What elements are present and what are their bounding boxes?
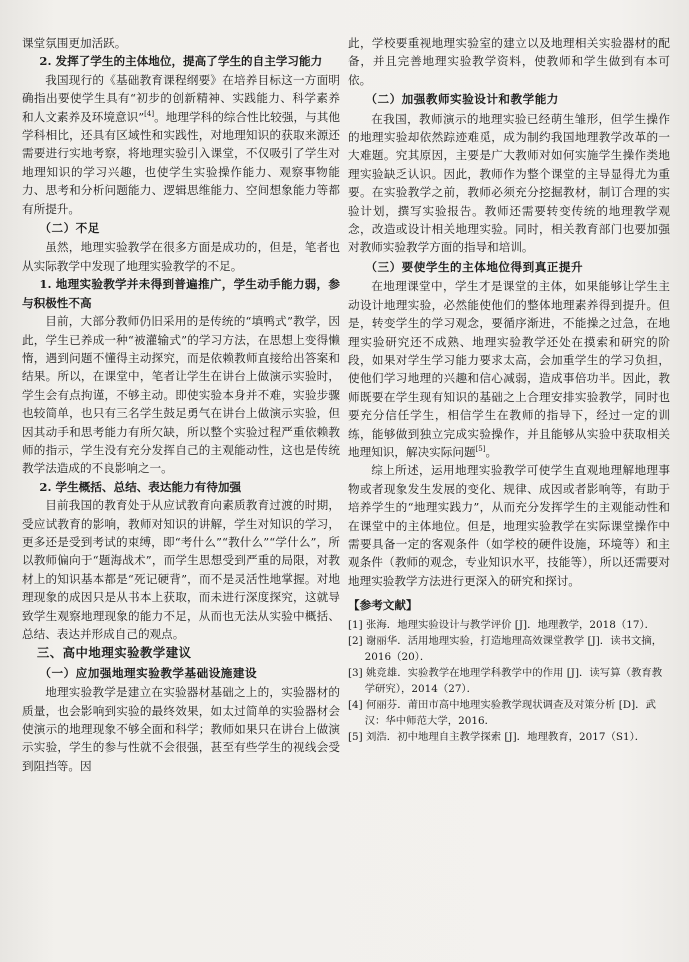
text: 在地理课堂中，学生才是课堂的主体，如果能够让学生主动设计地理实验，必然能使他们的整体地理素养得到提升。但是，转变学生的学习观念，要循序渐进，不能操之过急，在地理实验研究还不成熟、地理实验教学还处在摸索和研究的阶段，如果对学生学习能力要求太高，会加重学生的学习负担，使他们学习地理的兴趣和信心减弱，造成事倍功半。因此，教师既要在学生现有知识的基础之上合理安排实验教学，同时也要充分信任学生，相信学生在教师的指导下，经过一定的训练，能够做到独立完成实验操作，并且能够从实验中获取相关地理知识，解决实际问题 <box>348 279 670 459</box>
text: 综上所述，运用地理实验教学可使学生直观地理解地理事物或者现象发生发展的变化、规律、成因或者影响等，有助于培养学生的“地理实践力”，从而充分发挥学生的主观能动性和在课堂中的主体地位。但是，地理实验教学在实际课堂操作中需要具备一定的客观条件（如学校的硬件设施，环境等）和主观条件（教师的观念，专业知识水平，技能等），所以还需要对地理实验教学方法进行更深入的研究和探讨。 <box>348 463 670 588</box>
text: 地理实验教学是建立在实验器材基础之上的，实验器材的质量，也会影响到实验的最终效果，如太过简单的实验器材会使演示的地理现象不够全面和科学；教师如果只在讲台上做演示实验，学生的参与性就不会很强，甚至有些学生的视线会受到阻挡等。因 <box>22 685 340 773</box>
body-paragraph <box>22 71 340 218</box>
text: 【参考文献】 <box>348 598 418 613</box>
text: 我国现行的《基础教育课程纲要》在培养目标这一方面明确指出要使学生具有“初步的创新精神、实践能力、科学素养和人文素养及环境意识” <box>22 72 340 124</box>
section-subheading <box>22 664 340 682</box>
numbered-subheading <box>22 478 340 496</box>
text: 2. 学生概括、总结、表达能力有待加强 <box>39 479 242 494</box>
text: （二）不足 <box>39 221 100 236</box>
right-column <box>348 34 670 942</box>
text: [3] 姚竞雄．实验教学在地理学科教学中的作用 [J]．读写算（教育教学研究），2014（27）． <box>348 666 663 695</box>
text: 目前我国的教育处于从应试教育向素质教育过渡的时期，受应试教育的影响，教师对知识的讲解，学生对知识的学习，更多还是受到考试的束缚，即“考什么”“教什么”“学什么”，所以教师偏向于“题海战术”，而学生思想受到严重的局限，对教材上的知识基本都是“死记硬背”，而不是灵活性地掌握。对地理现象的成因只是从书本上获取，而未进行深度探究，这就导致学生观察地理现象的能力不足，从而也无法从实验中概括、总结、表达并形成自己的观点。 <box>22 498 340 641</box>
reference-item <box>348 617 670 633</box>
reference-item <box>348 697 670 729</box>
text: 此，学校要重视地理实验室的建立以及地理相关实验器材的配备，并且完善地理实验教学资料，使教师和学生做到有本可依。 <box>348 36 670 87</box>
section-subheading <box>348 90 670 108</box>
citation-marker: [5] <box>475 445 486 454</box>
text: [2] 谢丽华．活用地理实验，打造地理高效课堂教学 [J]．读书文摘，2016（20）． <box>348 634 663 663</box>
body-paragraph <box>348 34 670 89</box>
text: 目前，大部分教师仍旧采用的是传统的“填鸭式”教学，因此，学生已养成一种“被灌输式”的学习方法，在思想上变得懒惰，遇到问题不懂得主动探究，而是依赖教师直接给出答案和结果。所以，在课堂中，笔者让学生在讲台上做演示实验时，学生会有点拘谨，不够主动。即使实验本身并不难，实验步骤也较简单，也只有三名学生鼓足勇气在讲台上做演示实验，但因其动手和思考能力有所欠缺，所以整个实验过程严重依赖教师的指示，学生没有充分发挥自己的主观能动性，这也是传统教学法造成的不良影响之一。 <box>22 314 340 476</box>
body-paragraph <box>22 312 340 478</box>
text: 。 <box>485 444 498 459</box>
body-paragraph <box>348 277 670 461</box>
numbered-subheading <box>22 52 340 70</box>
left-column <box>22 34 340 942</box>
body-paragraph <box>22 683 340 775</box>
text: 。地理学科的综合性比较强，与其他学科相比，还具有区域性和实践性，对地理知识的获取来源还需要进行实地考察，将地理实验引入课堂，不仅吸引了学生对地理知识的学习兴趣，也使学生实验操作能力、观察事物能力、思考和分析问题能力、逻辑思维能力、空间想象能力等都有所提升。 <box>22 109 340 216</box>
text: 三、高中地理实验教学建议 <box>36 645 192 661</box>
references-heading <box>348 596 670 614</box>
text: （二）加强教师实验设计和教学能力 <box>365 92 559 107</box>
reference-item <box>348 665 670 697</box>
body-paragraph <box>348 110 670 257</box>
body-paragraph <box>22 496 340 643</box>
text: [5] 刘浩．初中地理自主教学探索 [J]．地理教育，2017（S1）． <box>348 730 646 743</box>
body-paragraph <box>22 34 340 52</box>
text: （一）应加强地理实验教学基础设施建设 <box>39 665 258 680</box>
reference-item <box>348 729 670 745</box>
text: （三）要使学生的主体地位得到真正提升 <box>365 259 584 274</box>
text: [1] 张海．地理实验设计与教学评价 [J]．地理教学，2018（17）． <box>348 618 656 631</box>
text: 在我国，教师演示的地理实验已经萌生雏形，但学生操作的地理实验却依然踪迹难觅，成为制约我国地理教学改革的一大难题。究其原因，主要是广大教师对如何实施学生操作类地理实验缺乏认识。因此，教师作为整个课堂的主导显得尤为重要。在实验教学之前，教师必须充分挖掘教材，制订合理的实验计划，撰写实验报告。教师还需要转变传统的地理教学观念，改造或设计相关地理实验。同时，相关教育部门也要加强对教师实验教学方面的指导和培训。 <box>348 111 670 255</box>
text: 虽然，地理实验教学在很多方面是成功的，但是，笔者也从实际教学中发现了地理实验教学的不足。 <box>22 240 340 273</box>
reference-item <box>348 633 670 665</box>
text: [4] 何丽芬．莆田市高中地理实验教学现状调查及对策分析 [D]．武汉：华中师范大学，2016． <box>348 698 656 727</box>
numbered-subheading <box>22 275 340 312</box>
section-subheading <box>22 219 340 237</box>
citation-marker: [4] <box>144 109 155 118</box>
section-heading <box>22 644 340 662</box>
text: 1. 地理实验教学并未得到普遍推广，学生动手能力弱，参与积极性不高 <box>22 277 340 310</box>
text: 2. 发挥了学生的主体地位，提高了学生的自主学习能力 <box>39 54 323 69</box>
section-subheading <box>348 258 670 276</box>
text: 课堂氛围更加活跃。 <box>22 36 127 50</box>
body-paragraph <box>22 238 340 275</box>
body-paragraph <box>348 461 670 590</box>
